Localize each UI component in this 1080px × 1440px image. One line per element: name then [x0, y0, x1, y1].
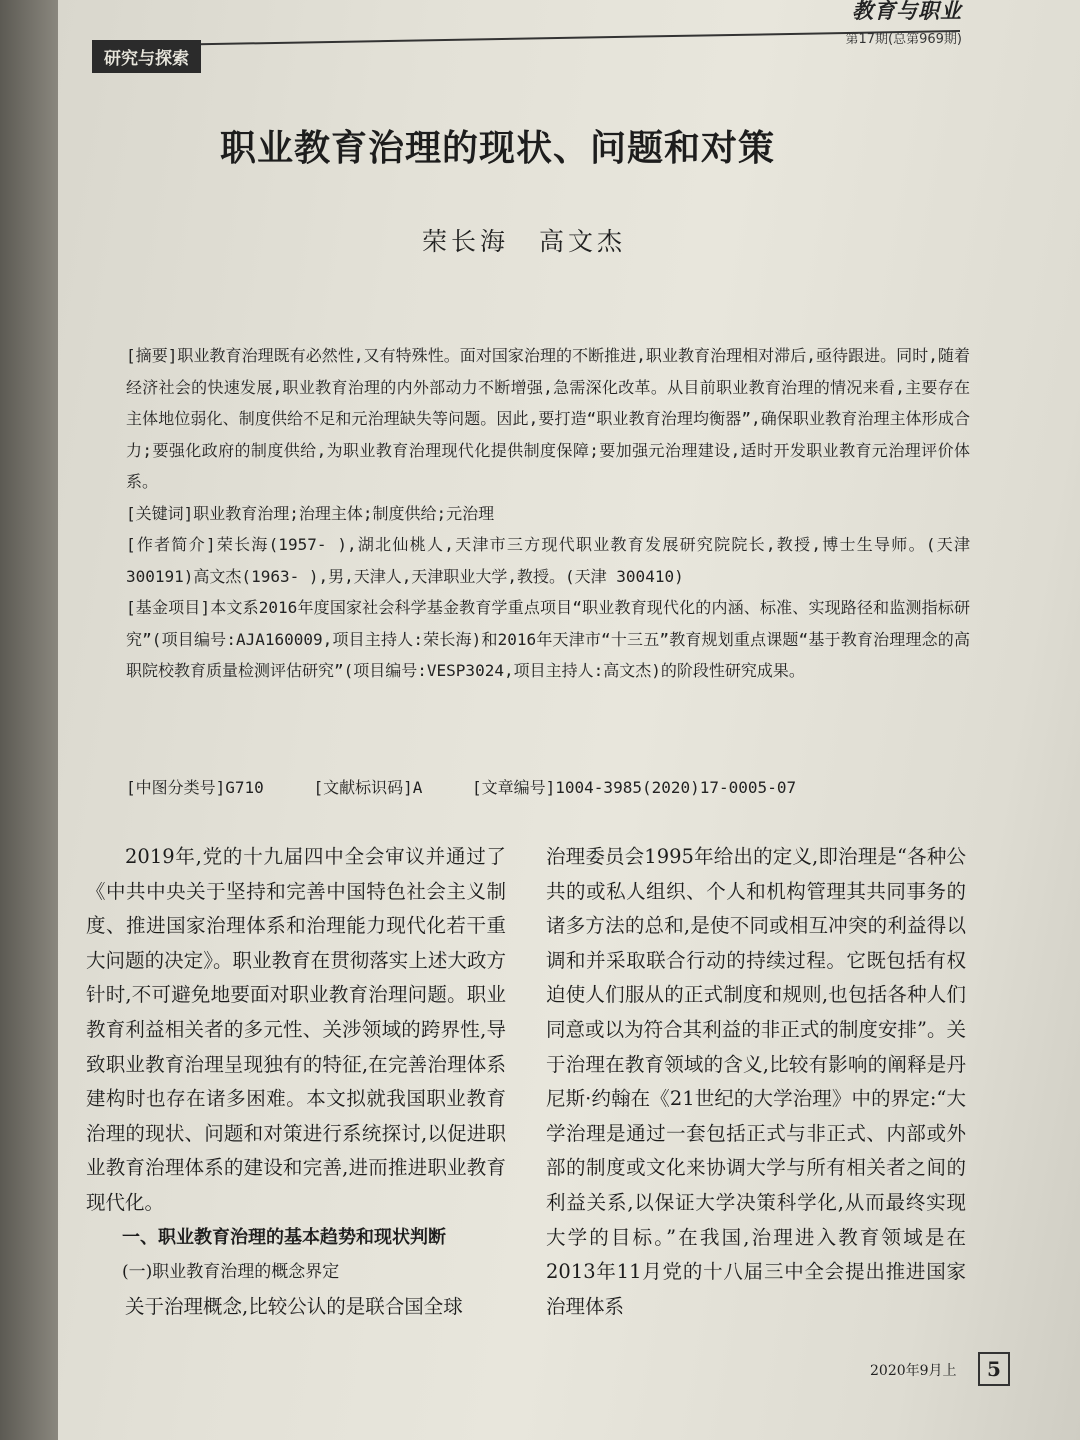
page-gutter-shadow	[0, 0, 58, 1440]
page-number: 5	[978, 1352, 1010, 1386]
fund-info	[90, 592, 970, 687]
author-info	[90, 529, 970, 592]
classification-line	[126, 775, 836, 798]
clc-number: [中图分类号]G710	[126, 778, 264, 797]
article-number: [文章编号]1004-3985(2020)17-0005-07	[472, 778, 797, 797]
article-metadata	[90, 340, 970, 687]
abstract	[90, 340, 970, 498]
author-info-label: [作者简介]	[126, 535, 216, 554]
author-info-text: 荣长海(1957- ),湖北仙桃人,天津市三方现代职业教育发展研究院院长,教授,博士生导师。(天津 300191)高文杰(1963- ),男,天津人,天津职业大学,教授。(天津 300410)	[126, 535, 970, 586]
body-column-right	[546, 840, 966, 1324]
fund-text: 本文系2016年度国家社会科学基金教育学重点项目“职业教育现代化的内涵、标准、实现路径和监测指标研究”(项目编号:AJA160009,项目主持人:荣长海)和2016年天津市“十三五”教育规划重点课题“基于教育治理理念的高职院校教育质量检测评估研究”(项目编号:VESP3024,项目主持人:高文杰)的阶段性研究成果。	[126, 598, 970, 680]
abstract-label: [摘要]	[126, 346, 178, 365]
body-paragraph: 治理委员会1995年给出的定义,即治理是“各种公共的或私人组织、个人和机构管理其共同事务的诸多方法的总和,是使不同或相互冲突的利益得以调和并采取联合行动的持续过程。它既包括有权迫使人们服从的正式制度和规则,也包括各种人们同意或以为符合其利益的非正式的制度安排”。关于治理在教育领域的含义,比较有影响的阐释是丹尼斯·约翰在《21世纪的大学治理》中的界定:“大学治理是通过一套包括正式与非正式、内部或外部的制度或文化来协调大学与所有相关者之间的利益关系,以保证大学决策科学化,从而最终实现大学的目标。”在我国,治理进入教育领域是在2013年11月党的十八届三中全会提出推进国家治理体系	[546, 845, 966, 1318]
section-heading: 一、职业教育治理的基本趋势和现状判断	[122, 1226, 446, 1248]
keywords-label: [关键词]	[126, 503, 194, 523]
body-column-left	[86, 840, 506, 1324]
journal-page	[58, 0, 1080, 1440]
body-paragraph: 2019年,党的十九届四中全会审议并通过了《中共中央关于坚持和完善中国特色社会主义制度、推进国家治理体系和治理能力现代化若干重大问题的决定》。职业教育在贯彻落实上述大政方针时,不可避免地要面对职业教育治理问题。职业教育利益相关者的多元性、关涉领域的跨界性,导致职业教育治理呈现独有的特征,在完善治理体系建构时也存在诸多困难。本文拟就我国职业教育治理的现状、问题和对策进行系统探讨,以促进职业教育治理体系的建设和完善,进而推进职业教育现代化。	[86, 845, 506, 1214]
footer-date: 2020年9月上	[870, 1363, 957, 1379]
abstract-text: 职业教育治理既有必然性,又有特殊性。面对国家治理的不断推进,职业教育治理相对滞后,亟待跟进。同时,随着经济社会的快速发展,职业教育治理的内外部动力不断增强,急需深化改革。从目前职业教育治理的情况来看,主要存在主体地位弱化、制度供给不足和元治理缺失等问题。因此,要打造“职业教育治理均衡器”,确保职业教育治理主体形成合力;要强化政府的制度供给,为职业教育治理现代化提供制度保障;要加强元治理建设,适时开发职业教育元治理评价体系。	[126, 346, 970, 491]
article-authors: 荣长海 高文杰	[422, 227, 626, 256]
issue-number: 第17期(总第969期)	[845, 32, 962, 47]
subsection-heading: (一)职业教育治理的概念界定	[122, 1262, 340, 1283]
fund-label: [基金项目]	[126, 598, 211, 617]
journal-header	[846, 0, 963, 47]
keywords-text: 职业教育治理;治理主体;制度供给;元治理	[193, 503, 495, 523]
document-code: [文献标识码]A	[313, 778, 423, 797]
section-tag: 研究与探索	[92, 40, 201, 73]
body-paragraph: 关于治理概念,比较公认的是联合国全球	[125, 1294, 463, 1318]
article-title: 职业教育治理的现状、问题和对策	[220, 128, 776, 169]
journal-title: 教育与职业	[852, 0, 962, 23]
keywords	[90, 498, 970, 530]
